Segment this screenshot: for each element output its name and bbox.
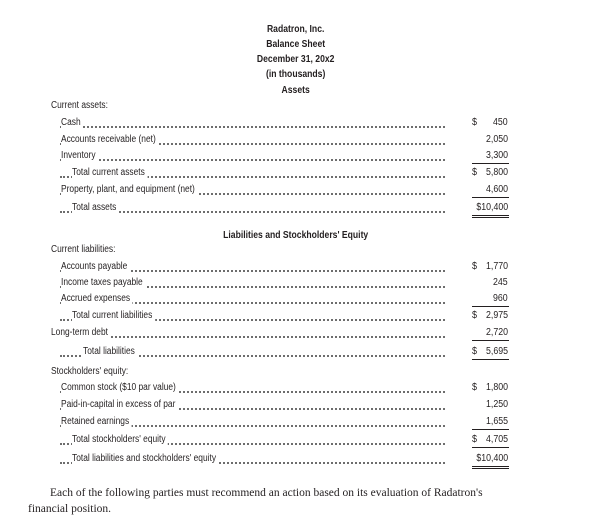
company-name: Radatron, Inc. <box>266 23 325 35</box>
balance-row-long-term-debt <box>0 326 600 342</box>
row-label: Total liabilities <box>83 345 137 359</box>
current-assets-heading: Current assets: <box>51 99 110 113</box>
balance-row-inventory <box>0 149 600 165</box>
amount: 1,770 <box>485 261 508 272</box>
row-value <box>472 452 509 469</box>
balance-row-total-liabilities <box>0 345 600 361</box>
balance-row-accrued-expenses <box>0 292 600 308</box>
amount: 4,600 <box>485 184 508 195</box>
dot-leader <box>60 126 445 128</box>
amount: $10,400 <box>476 453 508 464</box>
amount: 245 <box>493 277 508 288</box>
row-value <box>472 381 509 395</box>
row-value <box>472 133 509 147</box>
balance-row-cash <box>0 116 600 132</box>
assets-title: Assets <box>281 84 310 96</box>
amount: 2,975 <box>485 310 508 321</box>
dot-leader <box>60 336 445 338</box>
balance-row-total-stockholders-equity <box>0 433 600 449</box>
currency-symbol: $ <box>472 346 478 357</box>
amount: 2,050 <box>485 134 508 145</box>
row-label: Accounts payable <box>61 260 130 274</box>
row-label: Accounts receivable (net) <box>61 133 158 147</box>
amount: $10,400 <box>476 202 508 213</box>
currency-symbol: $ <box>472 167 478 178</box>
row-label: Inventory <box>61 149 98 163</box>
row-value <box>472 260 509 274</box>
liabilities-equity-title: Liabilities and Stockholders' Equity <box>223 229 369 241</box>
row-value <box>472 398 509 412</box>
row-label: Paid-in-capital in excess of par <box>61 398 178 412</box>
row-label: Total current assets <box>72 166 147 180</box>
paragraph-line: Each of the following parties must recommend an action based on its evaluation of Radatron's <box>50 487 483 499</box>
current-assets-heading-row <box>0 99 600 115</box>
statement-date: December 31, 20x2 <box>256 53 335 65</box>
statement-units: (in thousands) <box>266 68 326 80</box>
row-value <box>472 116 509 130</box>
amount: 3,300 <box>485 150 508 161</box>
row-label: Total liabilities and stockholders' equity <box>72 452 219 466</box>
row-label: Retained earnings <box>61 415 132 429</box>
current-liabilities-heading-row <box>0 243 600 259</box>
currency-symbol: $ <box>472 261 478 272</box>
row-label: Total assets <box>72 201 119 215</box>
balance-row-total-current-assets <box>0 166 600 182</box>
row-value <box>472 326 509 341</box>
amount: 4,705 <box>485 434 508 445</box>
row-value <box>472 276 509 290</box>
row-label: Accrued expenses <box>61 292 133 306</box>
row-value <box>472 149 509 164</box>
row-label: Property, plant, and equipment (net) <box>61 183 197 197</box>
row-value <box>472 292 509 307</box>
row-value <box>472 415 509 430</box>
stockholders-equity-heading-row <box>0 365 600 381</box>
amount: 1,250 <box>485 399 508 410</box>
dot-leader <box>60 159 445 161</box>
amount: 450 <box>493 117 508 128</box>
stockholders-equity-heading: Stockholders' equity: <box>51 365 131 379</box>
row-label: Income taxes payable <box>61 276 145 290</box>
currency-symbol: $ <box>472 310 478 321</box>
paragraph-line: financial position. <box>28 503 112 515</box>
amount: 1,655 <box>485 416 508 427</box>
current-liabilities-heading: Current liabilities: <box>51 243 118 257</box>
row-value <box>472 433 509 448</box>
row-label: Common stock ($10 par value) <box>61 381 178 395</box>
balance-row-total-current-liabilities <box>0 309 600 325</box>
row-value <box>472 309 509 323</box>
currency-symbol: $ <box>472 382 478 393</box>
balance-row-retained-earnings <box>0 415 600 431</box>
balance-row-paid-in-capital <box>0 398 600 414</box>
row-value <box>472 183 509 198</box>
balance-row-common-stock <box>0 381 600 397</box>
balance-row-total-assets <box>0 201 600 217</box>
balance-row-total-liabilities-and-equity <box>0 452 600 468</box>
amount: 960 <box>493 293 508 304</box>
currency-symbol: $ <box>472 117 478 128</box>
balance-row-accounts-payable <box>0 260 600 276</box>
balance-row-income-taxes-payable <box>0 276 600 292</box>
balance-row-accounts-receivable <box>0 133 600 149</box>
amount: 1,800 <box>485 382 508 393</box>
row-value <box>472 201 509 218</box>
amount: 5,800 <box>485 167 508 178</box>
amount: 5,695 <box>485 346 508 357</box>
balance-row-ppe <box>0 183 600 199</box>
statement-title: Balance Sheet <box>266 38 326 50</box>
row-label: Long-term debt <box>51 326 110 340</box>
row-value <box>472 345 509 360</box>
row-value <box>472 166 509 180</box>
currency-symbol: $ <box>472 434 478 445</box>
body-paragraph <box>28 485 568 517</box>
amount: 2,720 <box>485 327 508 338</box>
row-label: Cash <box>61 116 83 130</box>
row-label: Total stockholders' equity <box>72 433 168 447</box>
row-label: Total current liabilities <box>72 309 155 323</box>
statement-header <box>50 22 542 82</box>
